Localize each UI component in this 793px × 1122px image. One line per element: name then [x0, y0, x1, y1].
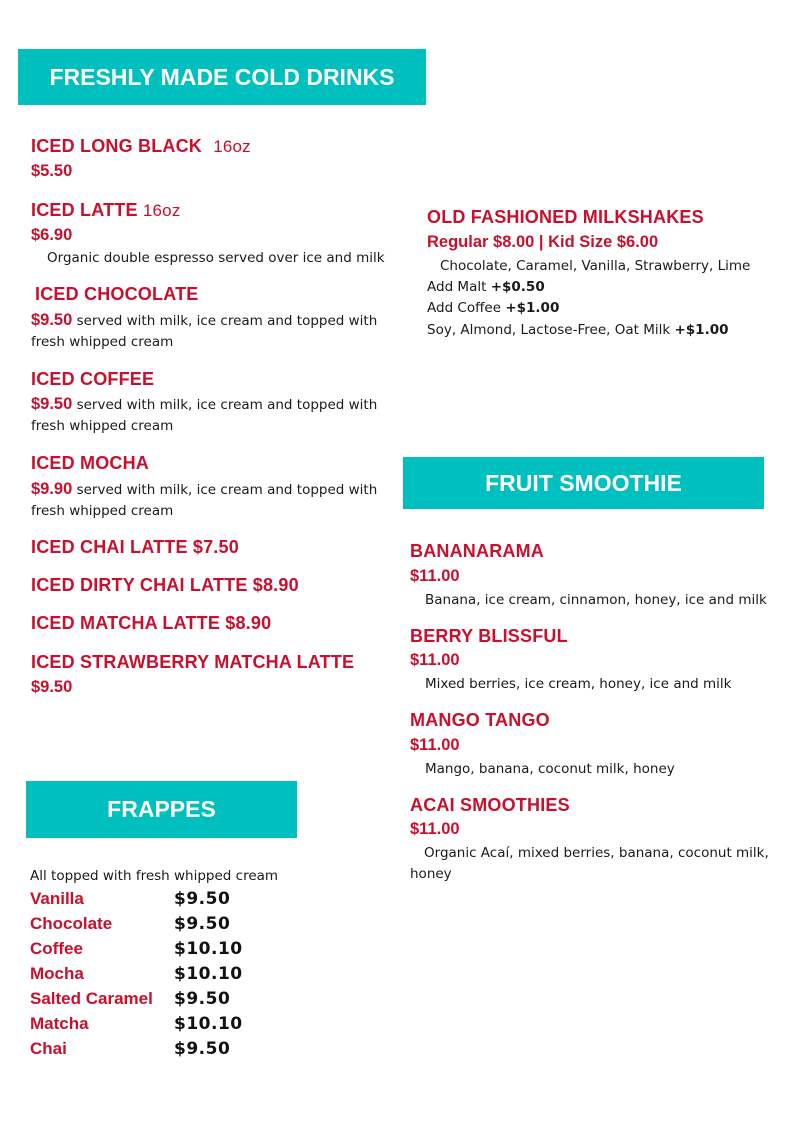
desc-line: served with milk, ice cream and topped with: [76, 482, 378, 498]
smoothie-desc: Banana, ice cream, cinnamon, honey, ice and milk: [425, 592, 767, 608]
desc-line: Organic Acaí, mixed berries, banana, coconut milk,: [424, 845, 769, 861]
addon-price: +$0.50: [490, 279, 545, 295]
iced-strawberry-matcha-price: $9.50: [31, 678, 73, 696]
milkshakes-flavours: Chocolate, Caramel, Vanilla, Strawberry, Lime: [440, 258, 751, 274]
addon-label: Soy, Almond, Lactose-Free, Oat Milk: [427, 322, 671, 338]
smoothie-price: $11.00: [410, 567, 460, 585]
cold-drinks-banner: [18, 49, 426, 105]
smoothie-name: BANANARAMA: [410, 541, 544, 561]
iced-chai-latte: ICED CHAI LATTE $7.50: [31, 537, 239, 557]
fruit-smoothie-title: FRUIT SMOOTHIE: [485, 469, 682, 496]
item-price: $9.90: [31, 480, 73, 498]
milkshakes-title: OLD FASHIONED MILKSHAKES: [427, 207, 704, 227]
item-name: ICED LATTE: [31, 200, 138, 220]
frappe-name: Coffee: [30, 939, 83, 958]
frappe-price: $9.50: [174, 889, 231, 909]
iced-long-black-price: $5.50: [31, 162, 73, 180]
smoothie-desc: [410, 843, 770, 885]
iced-matcha-latte: ICED MATCHA LATTE $8.90: [31, 613, 272, 633]
smoothie-desc: Mango, banana, coconut milk, honey: [425, 761, 675, 777]
milkshakes-prices: Regular $8.00 | Kid Size $6.00: [427, 233, 659, 251]
iced-latte-desc: Organic double espresso served over ice and milk: [47, 250, 385, 266]
addon-label: Add Malt: [427, 279, 487, 295]
frappes-banner: [26, 781, 297, 838]
frappe-name: Chocolate: [30, 914, 113, 933]
add-coffee: [427, 298, 559, 319]
smoothie-name: ACAI SMOOTHIES: [410, 795, 570, 815]
iced-chocolate-desc: [31, 310, 381, 353]
smoothie-name: BERRY BLISSFUL: [410, 626, 568, 646]
fruit-smoothie-banner: [403, 457, 764, 509]
smoothie-price: $11.00: [410, 736, 460, 754]
item-size: 16oz: [213, 137, 251, 156]
desc-line: fresh whipped cream: [31, 503, 174, 519]
add-milk: [427, 320, 728, 341]
iced-long-black: [31, 136, 251, 157]
addon-label: Add Coffee: [427, 300, 502, 316]
frappe-name: Mocha: [30, 964, 84, 983]
frappe-name: Vanilla: [30, 889, 84, 908]
iced-chocolate-name: ICED CHOCOLATE: [35, 284, 199, 304]
desc-line: fresh whipped cream: [31, 334, 174, 350]
desc-line: served with milk, ice cream and topped with: [76, 313, 378, 329]
frappe-price: $9.50: [174, 989, 231, 1009]
frappe-price: $10.10: [174, 1014, 243, 1034]
iced-mocha-desc: [31, 479, 381, 522]
add-malt: [427, 277, 545, 298]
frappe-name: Matcha: [30, 1014, 89, 1033]
item-price: $9.50: [31, 395, 73, 413]
iced-latte-price: $6.90: [31, 226, 73, 244]
smoothie-price: $11.00: [410, 651, 460, 669]
desc-line: fresh whipped cream: [31, 418, 174, 434]
item-price: $9.50: [31, 311, 73, 329]
frappe-price: $10.10: [174, 964, 243, 984]
desc-line: served with milk, ice cream and topped with: [76, 397, 378, 413]
smoothie-name: MANGO TANGO: [410, 710, 550, 730]
addon-price: +$1.00: [674, 322, 729, 338]
iced-latte: [31, 200, 181, 221]
addon-price: +$1.00: [505, 300, 560, 316]
frappe-price: $10.10: [174, 939, 243, 959]
cold-drinks-title: FRESHLY MADE COLD DRINKS: [49, 63, 395, 90]
frappes-note: All topped with fresh whipped cream: [30, 868, 279, 884]
frappe-price: $9.50: [174, 914, 231, 934]
frappes-title: FRAPPES: [107, 796, 216, 822]
smoothie-price: $11.00: [410, 820, 460, 838]
frappe-name: Chai: [30, 1039, 67, 1058]
smoothie-desc: Mixed berries, ice cream, honey, ice and milk: [425, 676, 732, 692]
item-name: ICED LONG BLACK: [31, 136, 202, 156]
iced-mocha-name: ICED MOCHA: [31, 453, 149, 473]
iced-dirty-chai-latte: ICED DIRTY CHAI LATTE $8.90: [31, 575, 299, 595]
item-size: 16oz: [142, 201, 181, 220]
iced-coffee-desc: [31, 394, 381, 437]
frappe-price: $9.50: [174, 1039, 231, 1059]
desc-line: honey: [410, 866, 452, 882]
iced-coffee-name: ICED COFFEE: [31, 369, 155, 389]
frappe-name: Salted Caramel: [30, 989, 153, 1008]
iced-strawberry-matcha-name: ICED STRAWBERRY MATCHA LATTE: [31, 652, 355, 672]
